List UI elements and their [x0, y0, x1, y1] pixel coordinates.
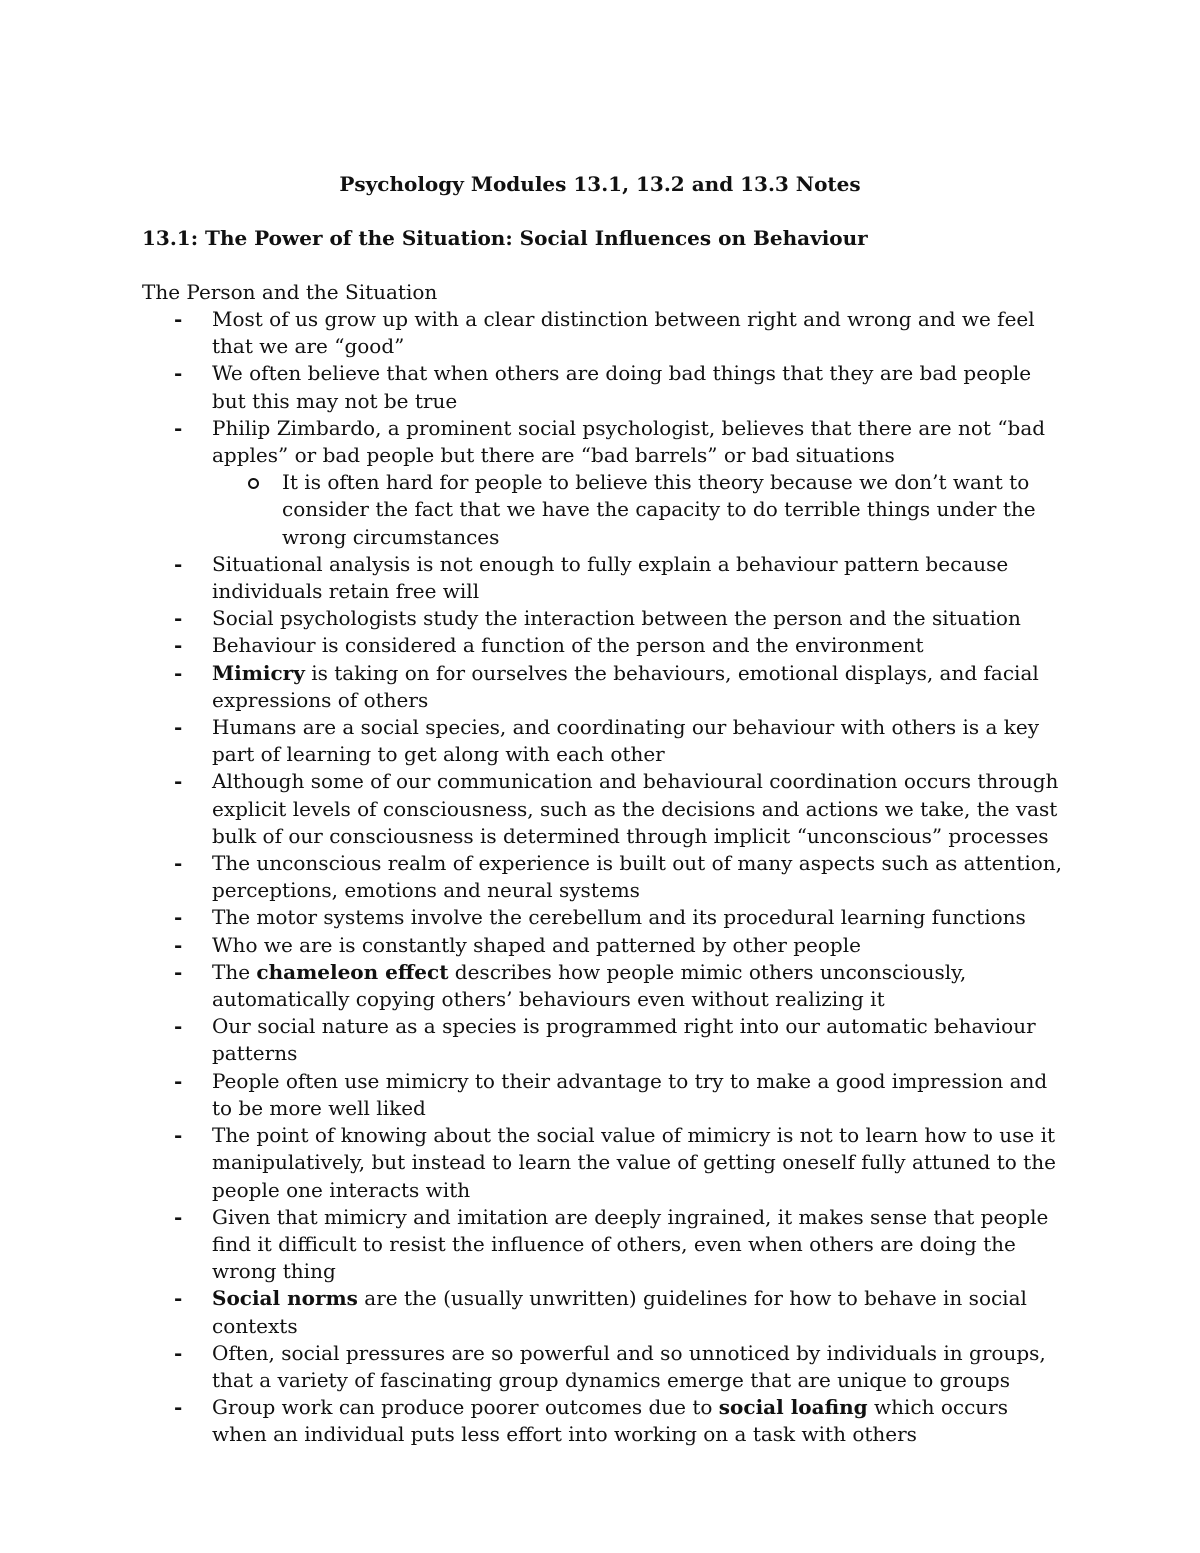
note-item — [174, 1285, 1064, 1339]
dash-bullet-icon: - — [174, 551, 183, 576]
note-item — [174, 306, 1064, 360]
key-term: chameleon effect — [256, 959, 449, 984]
dash-bullet-icon: - — [174, 932, 183, 957]
note-text: The motor systems involve the cerebellum and its procedural learning functions — [212, 905, 1026, 930]
note-text: Although some of our communication and behavioural coordination occurs through explicit levels of consciousness, such as the decisions and actions we take, the vast bulk of our consciousness is determined through implicit “unconscious” processes — [212, 769, 1059, 848]
note-item — [174, 1013, 1064, 1067]
note-text: People often use mimicry to their advantage to try to make a good impression and to be more well liked — [212, 1068, 1048, 1120]
dash-bullet-icon: - — [174, 1123, 183, 1148]
dash-bullet-icon: - — [174, 851, 183, 876]
dash-bullet-icon: - — [174, 1395, 183, 1420]
note-item — [282, 469, 1064, 551]
dash-bullet-icon: - — [174, 715, 183, 740]
dash-bullet-icon: - — [174, 633, 183, 658]
note-text: Humans are a social species, and coordinating our behaviour with others is a key part of learning to get along with each other — [212, 715, 1039, 767]
note-text: Behaviour is considered a function of the person and the environment — [212, 633, 924, 658]
dash-bullet-icon: - — [174, 307, 183, 331]
circle-bullet-icon — [248, 469, 259, 496]
note-text: is taking on for ourselves the behaviours, emotional displays, and facial expressions of others — [212, 660, 1039, 712]
dash-bullet-icon: - — [174, 959, 183, 984]
note-item — [174, 1204, 1064, 1286]
dash-bullet-icon: - — [174, 905, 183, 930]
note-item — [174, 360, 1064, 414]
key-term: Social norms — [212, 1286, 358, 1311]
note-text: It is often hard for people to believe this theory because we don’t want to consider the fact that we have the capacity to do terrible things under the wrong circumstances — [282, 470, 1036, 549]
note-item — [174, 660, 1064, 714]
note-text: The point of knowing about the social value of mimicry is not to learn how to use it manipulatively, but instead to learn the value of getting oneself fully attuned to the people one interacts with — [212, 1123, 1056, 1202]
note-item — [174, 850, 1064, 904]
note-item — [174, 415, 1064, 469]
note-text: The — [212, 959, 257, 984]
note-text: Given that mimicry and imitation are deeply ingrained, it makes sense that people find it difficult to resist the influence of others, even when others are doing the wrong thing — [212, 1204, 1049, 1284]
note-text: Situational analysis is not enough to fully explain a behaviour pattern because individuals retain free will — [212, 551, 1009, 604]
note-text: are the (usually unwritten) guidelines for how to behave in social contexts — [212, 1286, 1027, 1338]
note-text: Often, social pressures are so powerful and so unnoticed by individuals in groups, that a variety of fascinating group dynamics emerge that are unique to groups — [212, 1340, 1046, 1392]
note-text: We often believe that when others are doing bad things that they are bad people but this may not be true — [212, 361, 1032, 413]
note-item — [174, 768, 1064, 850]
note-item — [174, 1340, 1064, 1394]
note-text: Group work can produce poorer outcomes due to — [212, 1395, 719, 1420]
dash-bullet-icon: - — [174, 769, 183, 794]
section-heading: 13.1: The Power of the Situation: Social Influences on Behaviour — [142, 226, 868, 250]
note-text: Most of us grow up with a clear distinction between right and wrong and we feel that we are “good” — [212, 307, 1035, 359]
note-item — [174, 714, 1064, 768]
note-text: Who we are is constantly shaped and patterned by other people — [212, 932, 861, 957]
note-item — [174, 1122, 1064, 1204]
note-text: Philip Zimbardo, a prominent social psychologist, believes that there are not “bad apples” or bad people but there are “bad barrels” or bad situations — [212, 415, 1046, 468]
note-text: Social psychologists study the interaction between the person and the situation — [212, 606, 1021, 631]
dash-bullet-icon: - — [174, 1068, 183, 1093]
notes-list — [0, 306, 1200, 1449]
note-item — [174, 605, 1064, 632]
key-term: Mimicry — [212, 660, 305, 685]
note-item — [174, 1394, 1064, 1448]
dash-bullet-icon: - — [174, 1286, 183, 1311]
dash-bullet-icon: - — [174, 660, 183, 685]
note-item — [174, 551, 1064, 605]
subheading: The Person and the Situation — [142, 280, 438, 304]
note-item — [174, 932, 1064, 959]
note-item — [174, 959, 1064, 1013]
note-item — [174, 904, 1064, 931]
dash-bullet-icon: - — [174, 606, 183, 631]
document-title: Psychology Modules 13.1, 13.2 and 13.3 Notes — [339, 172, 861, 196]
dash-bullet-icon: - — [174, 1204, 183, 1229]
note-item — [174, 1068, 1064, 1122]
note-text: The unconscious realm of experience is built out of many aspects such as attention, perceptions, emotions and neural systems — [212, 851, 1063, 903]
note-text: describes how people mimic others unconsciously, automatically copying others’ behaviours even without realizing it — [212, 959, 967, 1012]
dash-bullet-icon: - — [174, 361, 183, 386]
dash-bullet-icon: - — [174, 415, 183, 440]
key-term: social loafing — [718, 1395, 868, 1420]
dash-bullet-icon: - — [174, 1014, 183, 1039]
dash-bullet-icon: - — [174, 1340, 183, 1365]
note-text: Our social nature as a species is programmed right into our automatic behaviour patterns — [212, 1014, 1036, 1066]
note-text: which occurs when an individual puts less effort into working on a task with others — [212, 1395, 1008, 1447]
note-item — [174, 632, 1064, 659]
